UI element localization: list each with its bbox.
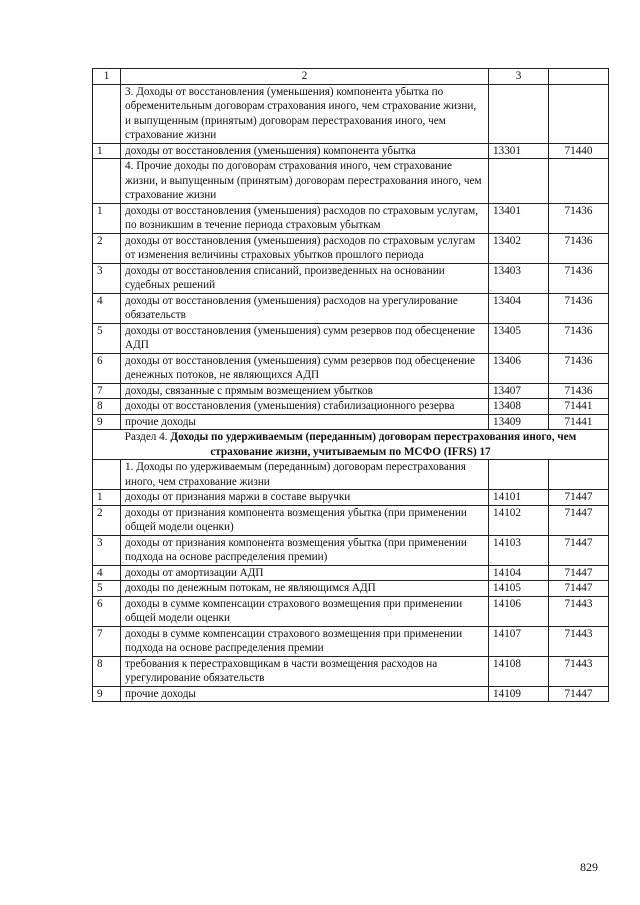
- section-title: Доходы по удерживаемым (переданным) договорам перестрахования иного, чем страхование жизни, учитываемым по МСФО (IFRS) 17: [170, 431, 577, 458]
- row-code: 13407: [489, 383, 549, 399]
- table-row: [93, 414, 609, 430]
- accounts-table: [92, 68, 609, 702]
- row-description: доходы от восстановления (уменьшения) сумм резервов под обесценение денежных потоков, не являющихся АДП: [121, 353, 489, 383]
- row-account: 71436: [549, 383, 609, 399]
- table-row: [93, 383, 609, 399]
- row-account: 71436: [549, 203, 609, 233]
- row-number-cell: 9: [93, 686, 121, 702]
- row-number-cell: 2: [93, 505, 121, 535]
- row-number-cell: 8: [93, 399, 121, 415]
- row-code: 14104: [489, 565, 549, 581]
- row-code: 13409: [489, 414, 549, 430]
- table-row: [93, 656, 609, 686]
- table-row: [93, 535, 609, 565]
- row-account: 71441: [549, 414, 609, 430]
- row-description: доходы от восстановления списаний, произведенных на основании судебных решений: [121, 263, 489, 293]
- table-row: [93, 505, 609, 535]
- row-code: 13405: [489, 323, 549, 353]
- section-prefix: Раздел 4.: [124, 431, 171, 443]
- account-cell: [549, 460, 609, 490]
- table-row: [93, 203, 609, 233]
- row-account: 71443: [549, 596, 609, 626]
- row-code: 14107: [489, 626, 549, 656]
- row-account: 71436: [549, 323, 609, 353]
- row-code: 14105: [489, 581, 549, 597]
- row-description: прочие доходы: [121, 414, 489, 430]
- table-row: [93, 565, 609, 581]
- row-code: 14103: [489, 535, 549, 565]
- row-code: 13402: [489, 233, 549, 263]
- row-number-cell: [93, 84, 121, 143]
- section-heading: [93, 430, 609, 460]
- row-code: 14102: [489, 505, 549, 535]
- row-description: доходы от восстановления (уменьшения) сумм резервов под обесценение АДП: [121, 323, 489, 353]
- row-code: 13403: [489, 263, 549, 293]
- row-number-cell: 7: [93, 383, 121, 399]
- code-cell: [489, 460, 549, 490]
- row-code: 13404: [489, 293, 549, 323]
- row-code: 14101: [489, 490, 549, 506]
- row-number-cell: 8: [93, 656, 121, 686]
- row-description: доходы от восстановления (уменьшения) стабилизационного резерва: [121, 399, 489, 415]
- row-description: прочие доходы: [121, 686, 489, 702]
- row-number-cell: 1: [93, 490, 121, 506]
- row-account: 71436: [549, 233, 609, 263]
- row-description: доходы от признания маржи в составе выручки: [121, 490, 489, 506]
- row-description: доходы от восстановления (уменьшения) компонента убытка: [121, 143, 489, 159]
- row-code: 14106: [489, 596, 549, 626]
- table-row: [93, 233, 609, 263]
- row-account: 71440: [549, 143, 609, 159]
- row-description: требования к перестраховщикам в части возмещения расходов на урегулирование обязательств: [121, 656, 489, 686]
- row-number-cell: 9: [93, 414, 121, 430]
- table-row: [93, 626, 609, 656]
- table-row: [93, 263, 609, 293]
- row-account: 71447: [549, 535, 609, 565]
- row-account: 71447: [549, 490, 609, 506]
- row-account: 71443: [549, 656, 609, 686]
- account-cell: [549, 159, 609, 204]
- table-row: [93, 581, 609, 597]
- table-row: [93, 490, 609, 506]
- row-account: 71447: [549, 505, 609, 535]
- row-description: доходы в сумме компенсации страхового возмещения при применении подхода на основе распределения премии: [121, 626, 489, 656]
- row-description: доходы от признания компонента возмещения убытка (при применении общей модели оценки): [121, 505, 489, 535]
- row-account: 71436: [549, 353, 609, 383]
- group-row: [93, 84, 609, 143]
- header-cell: 1: [93, 69, 121, 85]
- row-number-cell: 1: [93, 203, 121, 233]
- row-code: 13401: [489, 203, 549, 233]
- header-cell: [549, 69, 609, 85]
- header-cell: 2: [121, 69, 489, 85]
- row-code: 13301: [489, 143, 549, 159]
- row-number-cell: [93, 460, 121, 490]
- row-account: 71447: [549, 565, 609, 581]
- code-cell: [489, 84, 549, 143]
- row-account: 71443: [549, 626, 609, 656]
- row-number-cell: 5: [93, 581, 121, 597]
- table-row: [93, 293, 609, 323]
- row-account: 71436: [549, 263, 609, 293]
- row-number-cell: 1: [93, 143, 121, 159]
- row-description: доходы, связанные с прямым возмещением убытков: [121, 383, 489, 399]
- group-title: 4. Прочие доходы по договорам страхования иного, чем страхование жизни, и выпущенным (принятым) договорам перестрахования иного, чем страхование жизни: [121, 159, 489, 204]
- table-row: [93, 686, 609, 702]
- row-number-cell: 3: [93, 535, 121, 565]
- table-row: [93, 143, 609, 159]
- table-row: [93, 323, 609, 353]
- account-cell: [549, 84, 609, 143]
- row-code: 14108: [489, 656, 549, 686]
- table-header-row: [93, 69, 609, 85]
- row-number-cell: 7: [93, 626, 121, 656]
- row-code: 13408: [489, 399, 549, 415]
- row-code: 13406: [489, 353, 549, 383]
- page-number: 829: [580, 860, 598, 874]
- group-title: 1. Доходы по удерживаемым (переданным) договорам перестрахования иного, чем страхование жизни: [121, 460, 489, 490]
- row-number-cell: 5: [93, 323, 121, 353]
- section-row: [93, 430, 609, 460]
- row-account: 71447: [549, 686, 609, 702]
- row-number-cell: 4: [93, 293, 121, 323]
- row-account: 71441: [549, 399, 609, 415]
- row-description: доходы от восстановления (уменьшения) расходов по страховым услугам, по возникшим в течение периода страховым убыткам: [121, 203, 489, 233]
- row-description: доходы от амортизации АДП: [121, 565, 489, 581]
- row-account: 71436: [549, 293, 609, 323]
- row-description: доходы от восстановления (уменьшения) расходов на урегулирование обязательств: [121, 293, 489, 323]
- row-description: доходы в сумме компенсации страхового возмещения при применении общей модели оценки: [121, 596, 489, 626]
- code-cell: [489, 159, 549, 204]
- row-code: 14109: [489, 686, 549, 702]
- group-title: 3. Доходы от восстановления (уменьшения) компонента убытка по обременительным договорам страхования иного, чем страхование жизни, и выпущенным (принятым) договорам перестрахования иного, чем страхование жизни: [121, 84, 489, 143]
- row-description: доходы от признания компонента возмещения убытка (при применении подхода на основе распределения премии): [121, 535, 489, 565]
- row-number-cell: 6: [93, 596, 121, 626]
- table-row: [93, 399, 609, 415]
- row-description: доходы от восстановления (уменьшения) расходов по страховым услугам от изменения величины страховых убытков прошлого периода: [121, 233, 489, 263]
- row-number-cell: [93, 159, 121, 204]
- table-row: [93, 596, 609, 626]
- row-number-cell: 4: [93, 565, 121, 581]
- row-number-cell: 3: [93, 263, 121, 293]
- row-account: 71447: [549, 581, 609, 597]
- header-cell: 3: [489, 69, 549, 85]
- group-row: [93, 159, 609, 204]
- row-number-cell: 6: [93, 353, 121, 383]
- row-description: доходы по денежным потокам, не являющимся АДП: [121, 581, 489, 597]
- table-row: [93, 353, 609, 383]
- row-number-cell: 2: [93, 233, 121, 263]
- group-row: [93, 460, 609, 490]
